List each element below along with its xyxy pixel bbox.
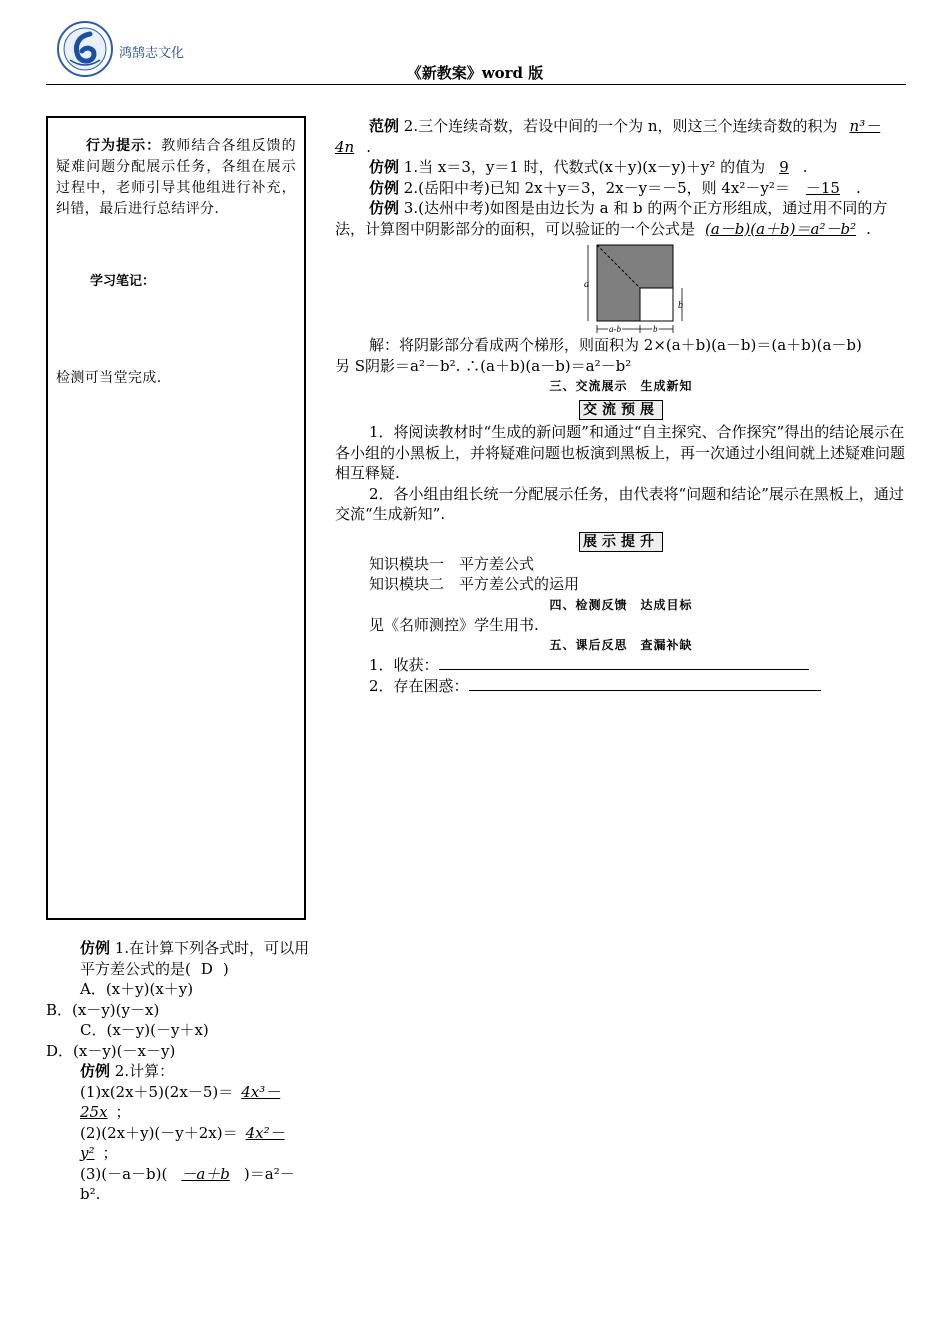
notes-label: 学习笔记：: [90, 274, 156, 289]
tag-show-wrap: [335, 531, 907, 552]
hint-label: 行为提示：: [86, 138, 162, 154]
paragraph-1: 1．将阅读教材时“生成的新问题”和通过“自主探究、合作探究”得出的结论展示在各小组的小黑板上，并将疑难问题也板演到黑板上，再一次通过小组间就上述疑难问题相互释疑.: [335, 423, 906, 482]
option-a: A．(x＋y)(x＋y): [80, 980, 194, 998]
example-text: 2.三个连续奇数，若设中间的一个为 n，则这三个连续奇数的积为: [399, 117, 838, 135]
solution-line-2: 另 S阴影＝a²－b². ∴(a＋b)(a－b)＝a²－b²: [335, 356, 632, 375]
label-b-side: b: [678, 300, 683, 311]
option-c: C．(x－y)(－y＋x): [80, 1021, 209, 1039]
exercise-label: 仿例: [80, 1062, 111, 1080]
reflection-label: 2．存在困惑：: [369, 676, 469, 695]
answer-blank: －a＋b: [181, 1164, 230, 1183]
answer-blank: 4x³－25x: [80, 1082, 281, 1121]
small-square: [640, 288, 673, 321]
practice-2: 仿例 2.(岳阳中考)已知 2x＋y＝3，2x－y＝－5，则 4x²－y²＝ －15 .: [369, 178, 861, 197]
answer-blank: 4x²－y²: [80, 1123, 285, 1162]
tag-exchange-preview: 交流预展: [579, 400, 663, 420]
answer-blank: －15: [805, 178, 840, 197]
exercise-answer: D: [200, 959, 213, 978]
solution-line-1: 解：将阴影部分看成两个梯形，则面积为 2×(a＋b)(a－b)＝(a＋b)(a－b): [369, 336, 862, 354]
exercise-2: [46, 1061, 310, 1082]
left-exercises: [46, 938, 310, 1205]
teacher-hint: [56, 136, 296, 220]
example-label: 范例: [369, 117, 400, 135]
option-d: D．(x－y)(－x－y): [46, 1041, 176, 1060]
option-b: B．(x－y)(y－x): [46, 1000, 160, 1019]
reflection-confusion: [335, 676, 907, 697]
question-2: (2)(2x＋y)(－y＋2x)＝ 4x²－y² ；: [80, 1123, 285, 1162]
answer-blank: (a－b)(a＋b)＝a²－b²: [705, 219, 857, 238]
brand-name: 鸿鹄志文化: [119, 46, 185, 61]
question-text: (1)x(2x＋5)(2x－5)＝: [80, 1082, 234, 1101]
main-content: [335, 116, 907, 696]
reflection-gains: [335, 655, 907, 676]
paragraph-2: 2．各小组由组长统一分配展示任务，由代表将“问题和结论”展示在黑板上，通过交流“生成新知”.: [335, 484, 904, 523]
label-a-minus-b: a-b: [609, 324, 621, 333]
sidebar-box: [46, 116, 306, 920]
tag-show-improve: 展示提升: [579, 532, 663, 552]
header-divider: [46, 84, 906, 85]
figure-container: [335, 239, 907, 335]
practice-1: 仿例 1.当 x＝3，y＝1 时，代数式(x＋y)(x－y)＋y² 的值为 9 .: [369, 158, 808, 176]
question-1: (1)x(2x＋5)(2x－5)＝ 4x³－25x ；: [80, 1082, 281, 1121]
label-b-bottom: b: [653, 324, 658, 333]
example-text: 2.(岳阳中考)已知 2x＋y＝3，2x－y＝－5，则 4x²－y²＝: [399, 178, 790, 197]
hint-text: 教师结合各组反馈的疑难问题分配展示任务，各组在展示过程中，老师引导其他组进行补充，纠错，最后进行总结评分.: [56, 138, 296, 217]
squares-figure: [579, 243, 699, 333]
knowledge-module-2: 知识模块二 平方差公式的运用: [369, 575, 580, 593]
exercise-label: 仿例: [80, 939, 111, 957]
reflection-confusion-line: [469, 676, 821, 691]
paragraph-3: 见《名师测控》学生用书.: [369, 615, 539, 634]
practice-3: 仿例 3.(达州中考)如图是由边长为 a 和 b 的两个正方形组成，通过用不同的方法，计算图中阴影部分的面积，可以验证的一个公式是 (a－b)(a＋b)＝a²－b² .: [335, 199, 888, 238]
section-3-heading: 三、交流展示 生成新知: [549, 379, 693, 393]
check-note: 检测可当堂完成.: [56, 370, 162, 386]
section-5-heading: 五、课后反思 查漏补缺: [549, 638, 693, 652]
example-text: 1.当 x＝3，y＝1 时，代数式(x＋y)(x－y)＋y² 的值为: [399, 158, 766, 176]
example-text: 3.(达州中考)如图是由边长为 a 和 b 的两个正方形组成，通过用不同的方法，计算图中阴影部分的面积，可以验证的一个公式是: [335, 199, 888, 238]
tag-exchange-wrap: [335, 399, 907, 420]
reflection-gains-line: [439, 655, 809, 670]
answer-blank: 9: [779, 158, 789, 176]
example-label: 仿例: [369, 178, 400, 197]
question-text: (3)(－a－b)(: [80, 1164, 168, 1183]
document-title: 《新教案》word 版: [406, 64, 544, 82]
exercise-text-close: ): [222, 959, 229, 978]
exercise-text: 1.在计算下列各式时，可以用平方差公式的是(: [80, 939, 310, 978]
section-4-heading: 四、检测反馈 达成目标: [549, 597, 693, 612]
exercise-1: [46, 938, 310, 979]
example-label: 仿例: [369, 199, 400, 217]
example-label: 仿例: [369, 158, 400, 176]
exercise-text: 2.计算：: [110, 1062, 175, 1080]
question-3: [46, 1164, 310, 1205]
knowledge-module-1: 知识模块一 平方差公式: [369, 554, 535, 573]
label-a: a: [584, 279, 589, 290]
answer-blank: n³－4n: [335, 117, 881, 156]
reflection-label: 1．收获：: [369, 656, 439, 674]
question-text: (2)(2x＋y)(－y＋2x)＝: [80, 1123, 238, 1142]
example-2: 范例 2.三个连续奇数，若设中间的一个为 n，则这三个连续奇数的积为 n³－4n .: [335, 117, 881, 156]
question-text-end: )＝a²－b².: [80, 1164, 295, 1203]
